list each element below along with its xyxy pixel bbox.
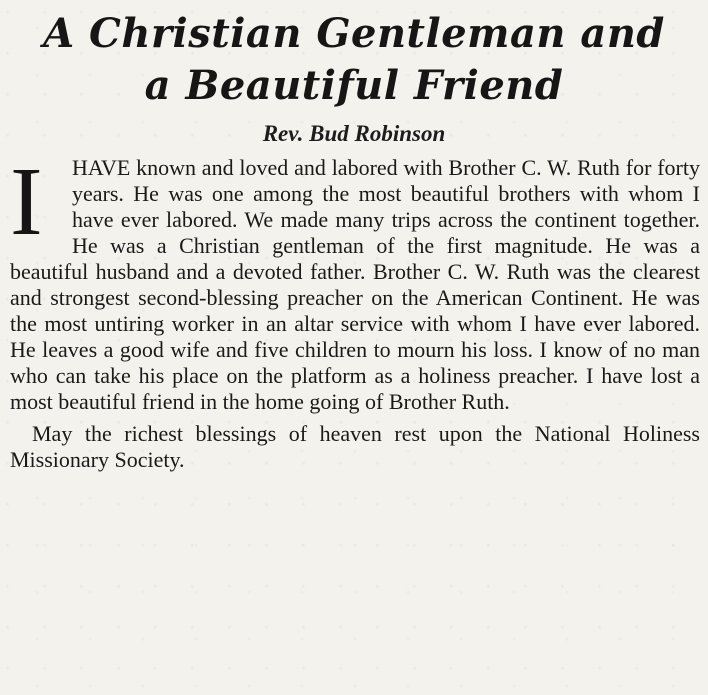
article-body (10, 148, 700, 473)
article-paragraph-1 (10, 148, 700, 415)
article-title-line-2: a Beautiful Friend (144, 62, 564, 109)
article-byline: Rev. Bud Robinson (262, 121, 446, 146)
drop-cap: I (10, 148, 43, 256)
paragraph-1-text: HAVE known and loved and labored with Brother C. W. Ruth for forty years. He was one among the most beautiful brothers with whom I have ever labored. We made many trips across the continent together. He was a Christian gentleman of the first magnitude. He was a beautiful husband and a devoted father. Brother C. W. Ruth was the clearest and strongest second-blessing preacher on the American Continent. He was the most untiring worker in an altar service with whom I have ever labored. He leaves a good wife and five children to mourn his loss. I know of no man who can take his place on the platform as a holiness preacher. I have lost a most beautiful friend in the home going of Brother Ruth. (10, 155, 700, 414)
article-title-line-1: A Christian Gentleman and (43, 10, 665, 57)
article-paragraph-2: May the richest blessings of heaven rest upon the National Holiness Missionary Society. (10, 421, 700, 472)
